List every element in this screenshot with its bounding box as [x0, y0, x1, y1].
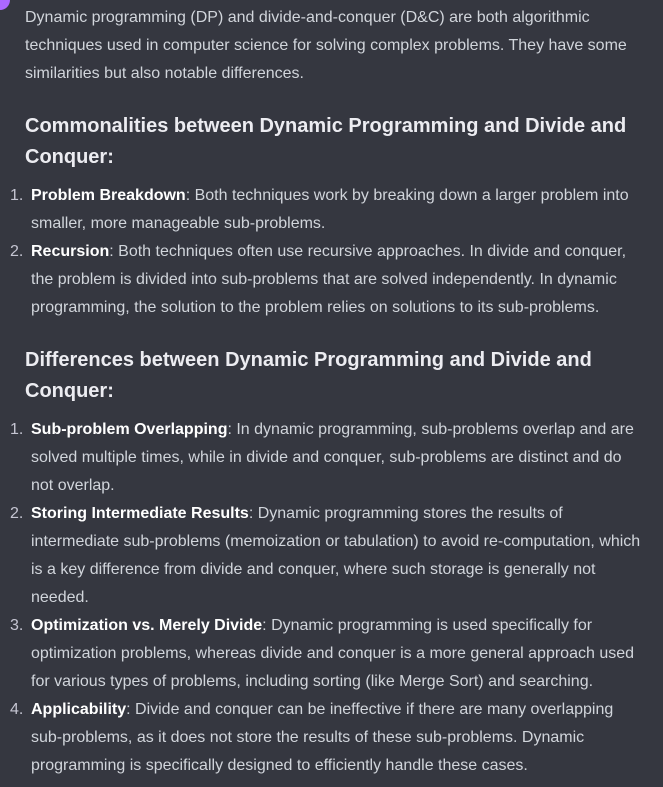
list-number: 4.: [10, 701, 24, 718]
list-number: 2.: [10, 505, 24, 522]
list-item: [10, 416, 645, 500]
differences-heading: Differences between Dynamic Programming and Divide and Conquer:: [25, 349, 592, 402]
intro-paragraph: Dynamic programming (DP) and divide-and-conquer (D&C) are both algorithmic techniques used in computer science for solving complex problems. They have some similarities but also notable differences.: [25, 9, 627, 82]
chat-message: [10, 4, 645, 780]
item-title: Recursion: [31, 243, 110, 260]
item-text: : Both techniques work by breaking down a larger problem into smaller, more manageable sub-problems.: [31, 187, 629, 232]
item-text: : Both techniques often use recursive approaches. In divide and conquer, the problem is divided into sub-problems that are solved independently. In dynamic programming, the solution to the problem relies on solutions to its sub-problems.: [31, 243, 627, 316]
assistant-avatar: [0, 0, 10, 10]
item-title: Optimization vs. Merely Divide: [31, 617, 263, 634]
list-item: [10, 612, 645, 696]
differences-list: [10, 416, 645, 780]
list-number: 3.: [10, 617, 24, 634]
list-number: 2.: [10, 243, 24, 260]
list-item: [10, 500, 645, 612]
list-item: [10, 238, 645, 322]
list-item: [10, 696, 645, 780]
item-title: Storing Intermediate Results: [31, 505, 249, 522]
item-title: Problem Breakdown: [31, 187, 186, 204]
item-text: : Divide and conquer can be ineffective if there are many overlapping sub-problems, as it does not store the results of these sub-problems. Dynamic programming is specifically designed to efficiently handle these cases.: [31, 701, 614, 774]
item-title: Sub-problem Overlapping: [31, 421, 228, 438]
item-text: : In dynamic programming, sub-problems overlap and are solved multiple times, while in divide and conquer, sub-problems are distinct and do not overlap.: [31, 421, 634, 494]
commonalities-heading: Commonalities between Dynamic Programming and Divide and Conquer:: [25, 115, 627, 168]
list-number: 1.: [10, 187, 24, 204]
item-title: Applicability: [31, 701, 127, 718]
list-number: 1.: [10, 421, 24, 438]
list-item: [10, 182, 645, 238]
commonalities-list: [10, 182, 645, 322]
item-text: : Dynamic programming is used specifically for optimization problems, whereas divide and conquer is a more general approach used for various types of problems, including sorting (like Merge Sort) and searching.: [31, 617, 635, 690]
item-text: : Dynamic programming stores the results of intermediate sub-problems (memoization or tabulation) to avoid re-computation, which is a key difference from divide and conquer, where such storage is generally not needed.: [31, 505, 641, 606]
